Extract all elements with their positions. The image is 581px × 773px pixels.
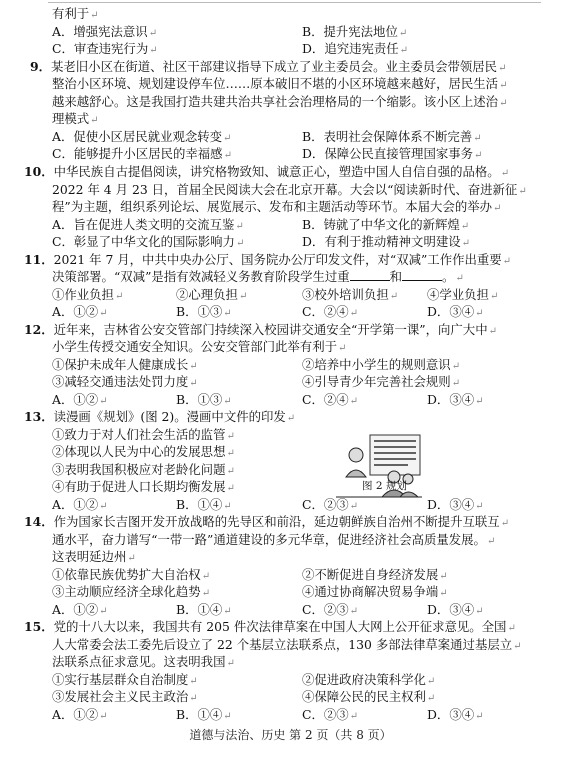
line-text: ①依靠民族优势扩大自治权 bbox=[52, 567, 201, 582]
text-line bbox=[302, 233, 470, 252]
return-mark-icon: ↵ bbox=[499, 98, 508, 109]
return-mark-icon: ↵ bbox=[235, 238, 245, 249]
return-mark-icon: ↵ bbox=[460, 221, 470, 232]
return-mark-icon: ↵ bbox=[189, 676, 198, 687]
return-mark-icon: ↵ bbox=[486, 536, 496, 547]
return-mark-icon: ↵ bbox=[235, 221, 244, 232]
line-text: ③校外培训负担 bbox=[302, 287, 389, 302]
return-mark-icon: ↵ bbox=[223, 133, 232, 144]
line-text: C．②③ bbox=[302, 497, 349, 512]
line-text: A．促使小区居民就业观念转变 bbox=[52, 129, 223, 144]
line-text: ②促进政府决策科学化 bbox=[302, 672, 426, 687]
text-line bbox=[52, 75, 507, 94]
text-line bbox=[302, 303, 358, 322]
return-mark-icon: ↵ bbox=[426, 693, 436, 704]
line-text: ①保护未成年人健康成长 bbox=[52, 357, 189, 372]
text-line bbox=[52, 688, 198, 707]
return-mark-icon: ↵ bbox=[127, 553, 136, 564]
return-mark-icon: ↵ bbox=[349, 711, 359, 722]
line-text: 作为国家长吉图开发开放战略的先导区和前沿，延边朝鲜族自治州不断提升互联互 bbox=[53, 514, 500, 529]
return-mark-icon: ↵ bbox=[99, 711, 108, 722]
return-mark-icon: ↵ bbox=[475, 396, 484, 407]
line-text: ④有助于促进人口长期均衡发展 bbox=[52, 479, 226, 494]
line-text: A．①② bbox=[52, 392, 99, 407]
line-text: ②不断促进自身经济发展 bbox=[302, 567, 439, 582]
return-mark-icon: ↵ bbox=[99, 606, 108, 617]
return-mark-icon: ↵ bbox=[475, 308, 484, 319]
return-mark-icon: ↵ bbox=[189, 378, 198, 389]
question-number: 14． bbox=[24, 514, 54, 529]
return-mark-icon: ↵ bbox=[399, 45, 409, 56]
line-text: B．①③ bbox=[176, 392, 223, 407]
return-mark-icon: ↵ bbox=[489, 291, 499, 302]
return-mark-icon: ↵ bbox=[349, 606, 359, 617]
return-mark-icon: ↵ bbox=[513, 641, 522, 652]
return-mark-icon: ↵ bbox=[226, 483, 235, 494]
return-mark-icon: ↵ bbox=[226, 466, 235, 477]
line-text: B．铸就了中华文化的新辉煌 bbox=[302, 217, 460, 232]
text-line bbox=[52, 198, 501, 217]
text-line bbox=[52, 145, 232, 164]
text-line bbox=[302, 40, 408, 59]
return-mark-icon: ↵ bbox=[90, 10, 99, 21]
question-number: 15． bbox=[24, 619, 54, 634]
return-mark-icon: ↵ bbox=[474, 150, 483, 161]
line-text: 读漫画《规划》(图 2)。漫画中文件的印发 bbox=[53, 409, 286, 424]
text-line bbox=[427, 391, 484, 410]
figure-caption: 图 2 规划 bbox=[362, 480, 407, 492]
text-line bbox=[24, 618, 516, 637]
line-text: A．增强宪法意识 bbox=[52, 24, 148, 39]
question-number: 10． bbox=[24, 164, 54, 179]
line-text: D．③④ bbox=[427, 707, 475, 722]
text-line bbox=[302, 145, 482, 164]
line-text: C．②④ bbox=[302, 304, 349, 319]
line-text: A．①② bbox=[52, 497, 99, 512]
line-text: B．①④ bbox=[176, 497, 223, 512]
line-text: A．①② bbox=[52, 304, 99, 319]
line-text: C．②③ bbox=[302, 707, 349, 722]
question-number: 13． bbox=[24, 409, 54, 424]
return-mark-icon: ↵ bbox=[349, 396, 359, 407]
text-line bbox=[302, 706, 358, 725]
return-mark-icon: ↵ bbox=[226, 658, 235, 669]
line-text: B．表明社会保障体系不断完善 bbox=[302, 129, 473, 144]
return-mark-icon: ↵ bbox=[226, 431, 235, 442]
line-text: B．①④ bbox=[176, 707, 223, 722]
text-line bbox=[24, 513, 509, 532]
line-text: B．①③ bbox=[176, 304, 223, 319]
line-text: A．①② bbox=[52, 602, 99, 617]
return-mark-icon: ↵ bbox=[223, 150, 232, 161]
return-mark-icon: ↵ bbox=[475, 711, 484, 722]
line-text: ③发展社会主义民主政治 bbox=[52, 689, 189, 704]
return-mark-icon: ↵ bbox=[451, 361, 461, 372]
fill-blank bbox=[350, 269, 390, 281]
line-text: 小学生传授交通安全知识。公安交管部门此举有利于 bbox=[52, 339, 337, 354]
line-text: 程”为主题，组织系列论坛、展览展示、发布和主题活动等环节。本届大会的举办 bbox=[52, 199, 493, 214]
line-text: D．有利于推动精神文明建设 bbox=[302, 234, 461, 249]
text-line bbox=[24, 408, 295, 427]
line-text: D．③④ bbox=[427, 304, 475, 319]
line-text: 理模式 bbox=[52, 111, 90, 126]
return-mark-icon: ↵ bbox=[498, 63, 507, 74]
text-line bbox=[52, 548, 136, 567]
line-text: 。 bbox=[442, 269, 455, 284]
line-text: C．彰显了中华文化的国际影响力 bbox=[52, 234, 235, 249]
return-mark-icon: ↵ bbox=[337, 343, 347, 354]
line-text: 决策部署。“双减”是指有效减轻义务教育阶段学生过重 bbox=[52, 269, 350, 284]
line-text: D．③④ bbox=[427, 602, 475, 617]
line-text: 法联系点征求意见。这表明我国 bbox=[52, 654, 226, 669]
line-text: C．能够提升小区居民的幸福感 bbox=[52, 146, 223, 161]
text-line bbox=[52, 583, 210, 602]
question-number: 11． bbox=[24, 252, 54, 267]
text-line bbox=[52, 110, 99, 129]
line-text: 有利于 bbox=[52, 6, 90, 21]
return-mark-icon: ↵ bbox=[389, 291, 399, 302]
fill-blank bbox=[402, 269, 442, 281]
return-mark-icon: ↵ bbox=[439, 588, 448, 599]
return-mark-icon: ↵ bbox=[426, 676, 436, 687]
return-mark-icon: ↵ bbox=[475, 501, 484, 512]
line-text: D．追究违宪责任 bbox=[302, 41, 399, 56]
text-line bbox=[52, 653, 235, 672]
question-number: 12． bbox=[24, 322, 54, 337]
return-mark-icon: ↵ bbox=[238, 291, 248, 302]
return-mark-icon: ↵ bbox=[349, 501, 359, 512]
line-text: ③减轻交通违法处罚力度 bbox=[52, 374, 189, 389]
line-text: A．旨在促进人类文明的交流互鉴 bbox=[52, 217, 235, 232]
text-line bbox=[52, 373, 198, 392]
return-mark-icon: ↵ bbox=[488, 326, 497, 337]
return-mark-icon: ↵ bbox=[518, 186, 527, 197]
text-line bbox=[302, 391, 358, 410]
text-line bbox=[24, 163, 509, 182]
line-text: 近年来，吉林省公安交管部门持续深入校园讲交通安全“开学第一课”，向广大中 bbox=[53, 322, 488, 337]
return-mark-icon: ↵ bbox=[475, 606, 484, 617]
text-line bbox=[52, 338, 346, 357]
top-rule bbox=[48, 2, 541, 3]
return-mark-icon: ↵ bbox=[99, 308, 108, 319]
text-line bbox=[52, 93, 507, 112]
text-line bbox=[427, 706, 484, 725]
text-line bbox=[427, 303, 484, 322]
return-mark-icon: ↵ bbox=[189, 693, 198, 704]
line-text: C．②③ bbox=[302, 602, 349, 617]
return-mark-icon: ↵ bbox=[473, 133, 482, 144]
line-text: 整治小区环境、规划建设停车位……原本破旧不堪的小区环境越来越好，居民生活 bbox=[52, 76, 499, 91]
return-mark-icon: ↵ bbox=[493, 203, 502, 214]
return-mark-icon: ↵ bbox=[500, 518, 510, 529]
text-line bbox=[176, 303, 232, 322]
return-mark-icon: ↵ bbox=[286, 413, 296, 424]
return-mark-icon: ↵ bbox=[461, 238, 471, 249]
text-line bbox=[52, 233, 244, 252]
return-mark-icon: ↵ bbox=[455, 273, 464, 284]
return-mark-icon: ↵ bbox=[499, 80, 508, 91]
line-text: ②体现以人民为中心的发展思想 bbox=[52, 444, 226, 459]
line-text: 某老旧小区在街道、社区干部建议指导下成立了业主委员会。业主委员会带领居民 bbox=[51, 59, 498, 74]
line-text: B．①④ bbox=[176, 602, 223, 617]
return-mark-icon: ↵ bbox=[223, 711, 232, 722]
line-text: 越来越舒心。这是我国打造共建共治共享社会治理格局的一个缩影。该小区上述治 bbox=[52, 94, 499, 109]
line-text: ③主动顺应经济全球化趋势 bbox=[52, 584, 201, 599]
text-line bbox=[52, 706, 108, 725]
return-mark-icon: ↵ bbox=[201, 571, 211, 582]
line-text: 2022 年 4 月 23 日，首届全民阅读大会在北京开幕。大会以“阅读新时代、奋进新征 bbox=[52, 182, 518, 197]
return-mark-icon: ↵ bbox=[201, 588, 211, 599]
line-text: ①致力于对人们社会生活的监管 bbox=[52, 427, 226, 442]
line-text: 2021 年 7 月，中共中央办公厅、国务院办公厅印发文件，对“双减”工作作出重要 bbox=[53, 252, 502, 267]
line-text: 这表明延边州 bbox=[52, 549, 127, 564]
return-mark-icon: ↵ bbox=[451, 378, 461, 389]
line-text: 通水平，奋力谱写“一带一路”通道建设的多元华章，促进经济社会高质量发展。 bbox=[52, 532, 486, 547]
return-mark-icon: ↵ bbox=[500, 168, 510, 179]
return-mark-icon: ↵ bbox=[114, 291, 124, 302]
page-footer: 道德与法治、历史 第 2 页（共 8 页） bbox=[189, 728, 392, 742]
return-mark-icon: ↵ bbox=[398, 28, 408, 39]
text-line bbox=[302, 373, 460, 392]
line-text: ③表明我国积极应对老龄化问题 bbox=[52, 462, 226, 477]
line-text: A．①② bbox=[52, 707, 99, 722]
return-mark-icon: ↵ bbox=[223, 501, 232, 512]
return-mark-icon: ↵ bbox=[149, 45, 158, 56]
return-mark-icon: ↵ bbox=[507, 623, 516, 634]
line-text: ①作业负担 bbox=[52, 287, 114, 302]
return-mark-icon: ↵ bbox=[502, 256, 512, 267]
line-text: ④学业负担 bbox=[427, 287, 489, 302]
line-text: ④通过协商解决贸易争端 bbox=[302, 584, 439, 599]
return-mark-icon: ↵ bbox=[90, 115, 99, 126]
text-line bbox=[52, 443, 235, 462]
text-line bbox=[52, 5, 99, 24]
text-line bbox=[302, 688, 435, 707]
text-line bbox=[52, 303, 108, 322]
return-mark-icon: ↵ bbox=[99, 396, 108, 407]
return-mark-icon: ↵ bbox=[148, 28, 158, 39]
line-text: ②心理负担 bbox=[176, 287, 238, 302]
text-line bbox=[52, 268, 464, 287]
line-text: D．③④ bbox=[427, 497, 475, 512]
line-text: ④引导青少年完善社会规则 bbox=[302, 374, 451, 389]
line-text: 人大常委会法工委先后设立了 22 个基层立法联系点，130 多部法律草案通过基层立 bbox=[52, 637, 513, 652]
return-mark-icon: ↵ bbox=[226, 448, 235, 459]
text-line bbox=[52, 40, 158, 59]
line-text: D．③④ bbox=[427, 392, 475, 407]
return-mark-icon: ↵ bbox=[439, 571, 448, 582]
line-text: ④保障公民的民主权利 bbox=[302, 689, 426, 704]
return-mark-icon: ↵ bbox=[349, 308, 359, 319]
text-line bbox=[302, 583, 448, 602]
line-text: C．审查违宪行为 bbox=[52, 41, 149, 56]
return-mark-icon: ↵ bbox=[223, 396, 232, 407]
line-text: B．提升宪法地位 bbox=[302, 24, 398, 39]
line-text: C．②④ bbox=[302, 392, 349, 407]
return-mark-icon: ↵ bbox=[223, 308, 232, 319]
question-number: 9． bbox=[30, 59, 52, 74]
text-line bbox=[52, 478, 235, 497]
return-mark-icon: ↵ bbox=[189, 361, 198, 372]
line-text: 中华民族自古提倡阅读，讲究格物致知、诚意正心，塑造中国人自信自强的品格。 bbox=[53, 164, 500, 179]
return-mark-icon: ↵ bbox=[99, 501, 108, 512]
text-line bbox=[176, 706, 232, 725]
line-text: D．保障公民直接管理国家事务 bbox=[302, 146, 474, 161]
line-text: 和 bbox=[389, 269, 403, 284]
line-text: ②培养中小学生的规则意识 bbox=[302, 357, 451, 372]
line-text: 党的十八大以来，我国共有 205 件次法律草案在中国人大网上公开征求意见。全国 bbox=[53, 619, 507, 634]
return-mark-icon: ↵ bbox=[223, 606, 232, 617]
line-text: ①实行基层群众自治制度 bbox=[52, 672, 189, 687]
